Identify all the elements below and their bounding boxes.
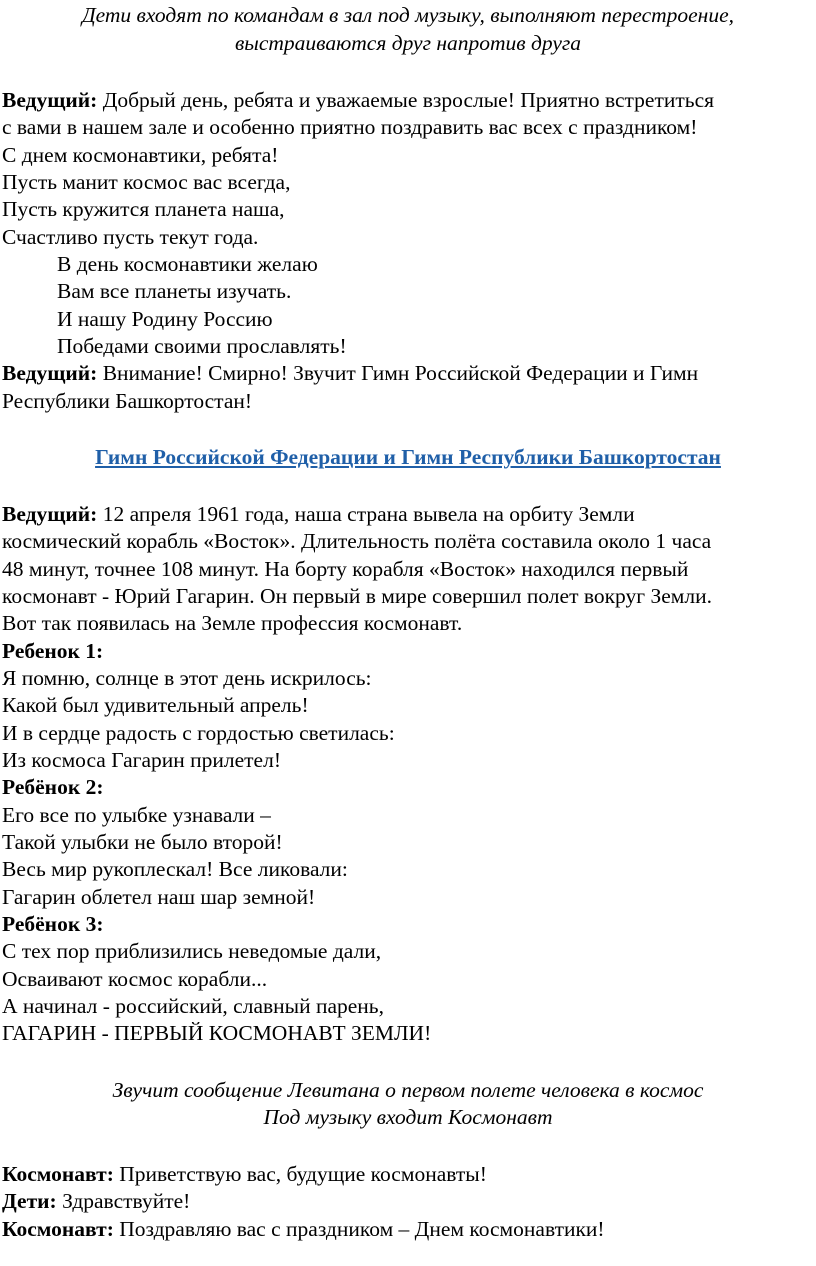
- host-line-5: Республики Башкортостан!: [2, 389, 253, 413]
- poem-line-indented: Победами своими прославлять!: [57, 334, 347, 358]
- child-3-verse-line: С тех пор приблизились неведомые дали,: [2, 939, 382, 963]
- child-2-label: Ребёнок 2:: [2, 775, 104, 799]
- child-3-label: Ребёнок 3:: [2, 912, 104, 936]
- intro-direction-line-1: Дети входят по командам в зал под музыку, выполняют перестроение,: [81, 3, 735, 27]
- dialogue-line: Космонавт: Поздравляю вас с праздником – Днем космонавтики!: [2, 1217, 605, 1241]
- host-line-10: Вот так появилась на Земле профессия космонавт.: [2, 611, 463, 635]
- poem-line: Пусть кружится планета наша,: [2, 197, 285, 221]
- child-1-verse-line: И в сердце радость с гордостью светилась:: [2, 721, 395, 745]
- host-line-2: с вами в нашем зале и особенно приятно поздравить вас всех с праздником!: [2, 115, 698, 139]
- host-line-9: космонавт - Юрий Гагарин. Он первый в мире совершил полет вокруг Земли.: [2, 584, 712, 608]
- host-line-3: С днем космонавтики, ребята!: [2, 143, 279, 167]
- child-2-verse-line: Такой улыбки не было второй!: [2, 830, 283, 854]
- speaker-label: Ведущий:: [2, 502, 98, 526]
- speaker-label: Космонавт:: [2, 1162, 114, 1186]
- dialogue-line: Дети: Здравствуйте!: [2, 1189, 191, 1213]
- child-2-verse-line: Весь мир рукоплескал! Все ликовали:: [2, 857, 348, 881]
- speaker-label: Ведущий:: [2, 361, 98, 385]
- child-3-verse-line: ГАГАРИН - ПЕРВЫЙ КОСМОНАВТ ЗЕМЛИ!: [2, 1021, 432, 1045]
- child-2-verse-line: Его все по улыбке узнавали –: [2, 803, 271, 827]
- child-1-verse-line: Какой был удивительный апрель!: [2, 693, 309, 717]
- poem-line-indented: Вам все планеты изучать.: [57, 279, 292, 303]
- host-line-1: Ведущий: Добрый день, ребята и уважаемые взрослые! Приятно встретиться: [2, 88, 714, 112]
- child-1-verse-line: Из космоса Гагарин прилетел!: [2, 748, 281, 772]
- child-3-verse-line: Осваивают космос корабли...: [2, 967, 268, 991]
- intro-direction-line-2: выстраиваются друг напротив друга: [234, 31, 582, 55]
- poem-line-indented: В день космонавтики желаю: [57, 252, 318, 276]
- child-1-verse-line: Я помню, солнце в этот день искрилось:: [2, 666, 372, 690]
- dialogue-line: Космонавт: Приветствую вас, будущие космонавты!: [2, 1162, 487, 1186]
- child-3-verse-line: А начинал - российский, славный парень,: [2, 994, 384, 1018]
- poem-line: Счастливо пусть текут года.: [2, 225, 259, 249]
- speaker-label: Космонавт:: [2, 1217, 114, 1241]
- speaker-label: Ведущий:: [2, 88, 98, 112]
- host-line-7: космический корабль «Восток». Длительность полёта составила около 1 часа: [2, 529, 712, 553]
- host-line-8: 48 минут, точнее 108 минут. На борту корабля «Восток» находился первый: [2, 557, 689, 581]
- host-line-4: Ведущий: Внимание! Смирно! Звучит Гимн Российской Федерации и Гимн: [2, 361, 699, 385]
- speaker-label: Дети:: [2, 1189, 57, 1213]
- child-2-verse-line: Гагарин облетел наш шар земной!: [2, 885, 316, 909]
- child-1-label: Ребенок 1:: [2, 639, 104, 663]
- host-line-6: Ведущий: 12 апреля 1961 года, наша страна вывела на орбиту Земли: [2, 502, 635, 526]
- hymn-heading: Гимн Российской Федерации и Гимн Республики Башкортостан: [95, 445, 721, 469]
- stage-direction-line-1: Звучит сообщение Левитана о первом полете человека в космос: [112, 1078, 704, 1102]
- stage-direction-line-2: Под музыку входит Космонавт: [263, 1105, 553, 1129]
- poem-line: Пусть манит космос вас всегда,: [2, 170, 291, 194]
- poem-line-indented: И нашу Родину Россию: [57, 307, 273, 331]
